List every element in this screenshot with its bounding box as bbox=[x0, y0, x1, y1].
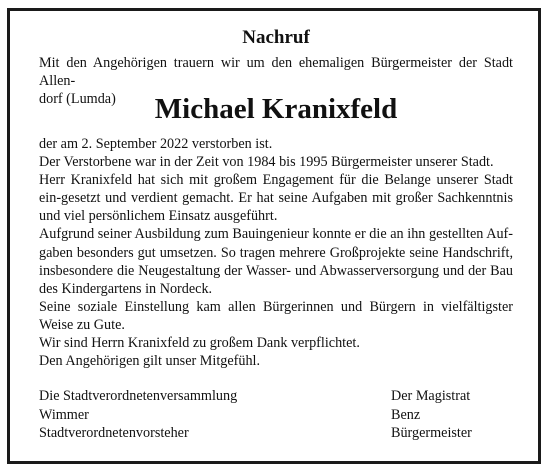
intro-line-2: dorf (Lumda) bbox=[39, 91, 116, 107]
paragraph-projects: Aufgrund seiner Ausbildung zum Bauingenieur konnte er die an ihn gestellten Auf-gaben besonders gut umsetzen. So tragen mehrere Großprojekte seine Handschrift, insbesondere die Neugestaltung der Wasser- und Abwasserversorgung und der Bau des Kindergartens in Nordeck. bbox=[39, 226, 513, 297]
notice-heading: Nachruf bbox=[242, 27, 310, 48]
signature-magistrate bbox=[391, 387, 472, 443]
signature-magistrate-role: Bürgermeister bbox=[391, 425, 472, 441]
paragraph-social: Seine soziale Einstellung kam allen Bürgerinnen und Bürgern in vielfältigster Weise zu Gute. bbox=[39, 298, 513, 333]
signature-magistrate-body: Der Magistrat bbox=[391, 388, 471, 404]
paragraph-death-date: der am 2. September 2022 verstorben ist. bbox=[39, 136, 273, 152]
signature-magistrate-person: Benz bbox=[391, 406, 421, 423]
deceased-name: Michael Kranixfeld bbox=[154, 93, 398, 125]
signature-council bbox=[39, 387, 237, 443]
signature-council-role: Stadtverordnetenvorsteher bbox=[39, 425, 189, 441]
paragraph-condolence: Den Angehörigen gilt unser Mitgefühl. bbox=[39, 353, 261, 370]
paragraph-thanks: Wir sind Herrn Kranixfeld zu großem Dank verpflichtet. bbox=[39, 335, 360, 352]
paragraph-engagement: Herr Kranixfeld hat sich mit großem Engagement für die Belange unserer Stadt ein-gesetzt und verdient gemacht. Er hat seine Aufgaben mit großer Sachkenntnis und viel persönlichem Einsatz ausgeführt. bbox=[39, 172, 513, 225]
signature-council-body: Die Stadtverordnetenversammlung bbox=[39, 388, 238, 404]
paragraph-term: Der Verstorbene war in der Zeit von 1984 bis 1995 Bürgermeister unserer Stadt. bbox=[39, 154, 494, 171]
intro-line-1: Mit den Angehörigen trauern wir um den ehemaligen Bürgermeister der Stadt Allen- bbox=[39, 55, 513, 89]
notice-body bbox=[39, 135, 513, 370]
signature-council-person: Wimmer bbox=[39, 406, 89, 423]
